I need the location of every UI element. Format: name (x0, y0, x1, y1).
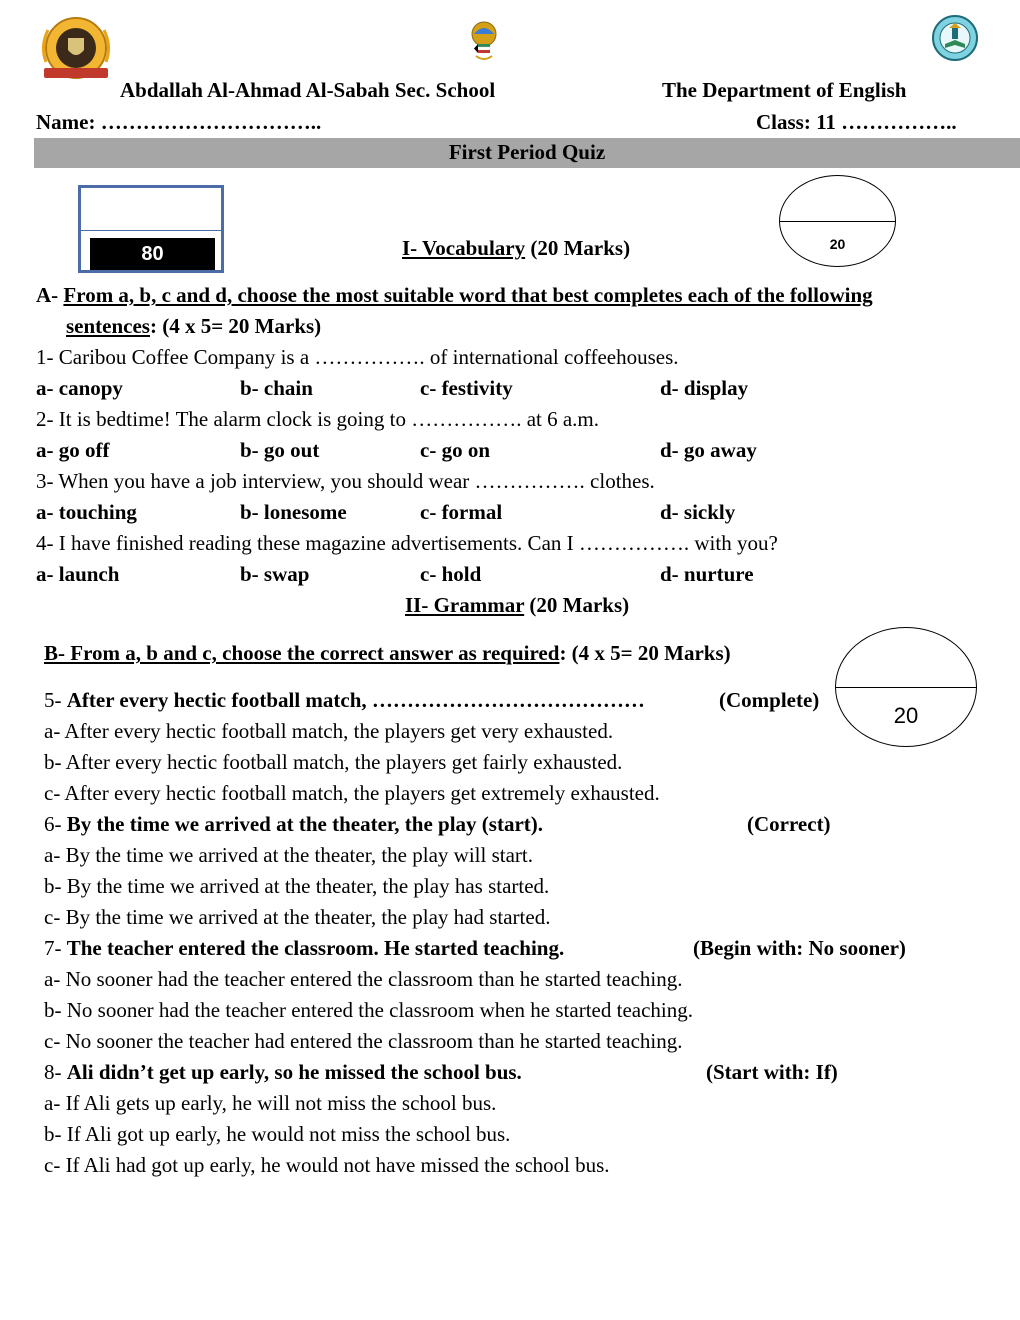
grammar-q7-option-a[interactable]: a- No sooner had the teacher entered the classroom than he started teaching. (44, 967, 683, 991)
total-score-box (78, 185, 224, 273)
vocab-q3-option-b[interactable]: b- lonesome (240, 500, 347, 524)
grammar-q6-option-a[interactable]: a- By the time we arrived at the theater, the play will start. (44, 843, 533, 867)
grammar-q5-task: (Complete) (719, 688, 820, 712)
vocab-question-3: 3- When you have a job interview, you should wear ……………. clothes. (36, 469, 655, 493)
grammar-question-5: 5- After every hectic football match, ………………………………… (44, 688, 645, 712)
grammar-q6-task: (Correct) (747, 812, 831, 836)
grammar-score: 20 (893, 703, 919, 728)
vocab-q4-option-d[interactable]: d- nurture (660, 562, 754, 586)
grammar-question-6: 6- By the time we arrived at the theater, the play (start). (44, 812, 544, 836)
grammar-q8-option-a[interactable]: a- If Ali gets up early, he will not miss the school bus. (44, 1091, 497, 1115)
grammar-question-8: 8- Ali didn’t get up early, so he missed the school bus. (44, 1060, 522, 1084)
vocabulary-score-circle (779, 175, 896, 267)
vocab-q1-option-a[interactable]: a- canopy (36, 376, 123, 400)
quiz-title: First Period Quiz (448, 140, 606, 164)
grammar-q5-option-b[interactable]: b- After every hectic football match, the players get fairly exhausted. (44, 750, 623, 774)
vocab-q1-option-b[interactable]: b- chain (240, 376, 313, 400)
vocab-q4-option-a[interactable]: a- launch (36, 562, 120, 586)
vocabulary-instruction-line1: A- From a, b, c and d, choose the most suitable word that best completes each of the following (36, 283, 873, 307)
vocab-q1-option-c[interactable]: c- festivity (420, 376, 513, 400)
grammar-q5-option-c[interactable]: c- After every hectic football match, the players get extremely exhausted. (44, 781, 660, 805)
grammar-q7-option-c[interactable]: c- No sooner the teacher had entered the classroom than he started teaching. (44, 1029, 683, 1053)
grammar-q5-option-a[interactable]: a- After every hectic football match, the players get very exhausted. (44, 719, 614, 743)
vocab-question-1: 1- Caribou Coffee Company is a ……………. of international coffeehouses. (36, 345, 679, 369)
vocab-q4-option-c[interactable]: c- hold (420, 562, 482, 586)
school-name: Abdallah Al-Ahmad Al-Sabah Sec. School (120, 78, 496, 102)
vocab-q2-option-d[interactable]: d- go away (660, 438, 757, 462)
vocab-q3-option-d[interactable]: d- sickly (660, 500, 736, 524)
grammar-instruction: B- From a, b and c, choose the correct answer as required: (4 x 5= 20 Marks) (44, 641, 731, 665)
student-name-field[interactable]: Name: ………………………….. (36, 110, 322, 134)
quiz-title-banner (34, 138, 1020, 168)
grammar-q6-option-b[interactable]: b- By the time we arrived at the theater, the play has started. (44, 874, 550, 898)
total-score: 80 (90, 238, 215, 270)
vocab-question-4: 4- I have finished reading these magazine advertisements. Can I ……………. with you? (36, 531, 778, 555)
vocab-q3-option-a[interactable]: a- touching (36, 500, 137, 524)
vocabulary-score: 20 (829, 236, 846, 252)
grammar-q8-option-c[interactable]: c- If Ali had got up early, he would not have missed the school bus. (44, 1153, 610, 1177)
vocabulary-instruction-line2: sentences: (4 x 5= 20 Marks) (66, 314, 322, 338)
vocab-q4-option-b[interactable]: b- swap (240, 562, 310, 586)
grammar-q8-task: (Start with: If) (706, 1060, 838, 1084)
grammar-question-7: 7- The teacher entered the classroom. He started teaching. (44, 936, 565, 960)
vocab-q3-option-c[interactable]: c- formal (420, 500, 503, 524)
department-name: The Department of English (662, 78, 907, 102)
vocabulary-heading: I- Vocabulary (20 Marks) (402, 236, 631, 260)
class-field[interactable]: Class: 11 …………….. (756, 110, 957, 134)
vocab-q1-option-d[interactable]: d- display (660, 376, 749, 400)
kuwait-emblem-icon (470, 18, 498, 64)
vocab-q2-option-c[interactable]: c- go on (420, 438, 490, 462)
grammar-score-circle (835, 627, 977, 747)
grammar-q7-task: (Begin with: No sooner) (693, 936, 906, 960)
school-crest-icon (36, 16, 116, 86)
ministry-logo-icon (931, 14, 979, 62)
grammar-q6-option-c[interactable]: c- By the time we arrived at the theater, the play had started. (44, 905, 551, 929)
vocab-q2-option-a[interactable]: a- go off (36, 438, 110, 462)
vocab-q2-option-b[interactable]: b- go out (240, 438, 320, 462)
vocab-question-2: 2- It is bedtime! The alarm clock is going to ……………. at 6 a.m. (36, 407, 600, 431)
grammar-q7-option-b[interactable]: b- No sooner had the teacher entered the classroom when he started teaching. (44, 998, 693, 1022)
grammar-q8-option-b[interactable]: b- If Ali got up early, he would not miss the school bus. (44, 1122, 511, 1146)
grammar-heading: II- Grammar (20 Marks) (405, 593, 630, 617)
